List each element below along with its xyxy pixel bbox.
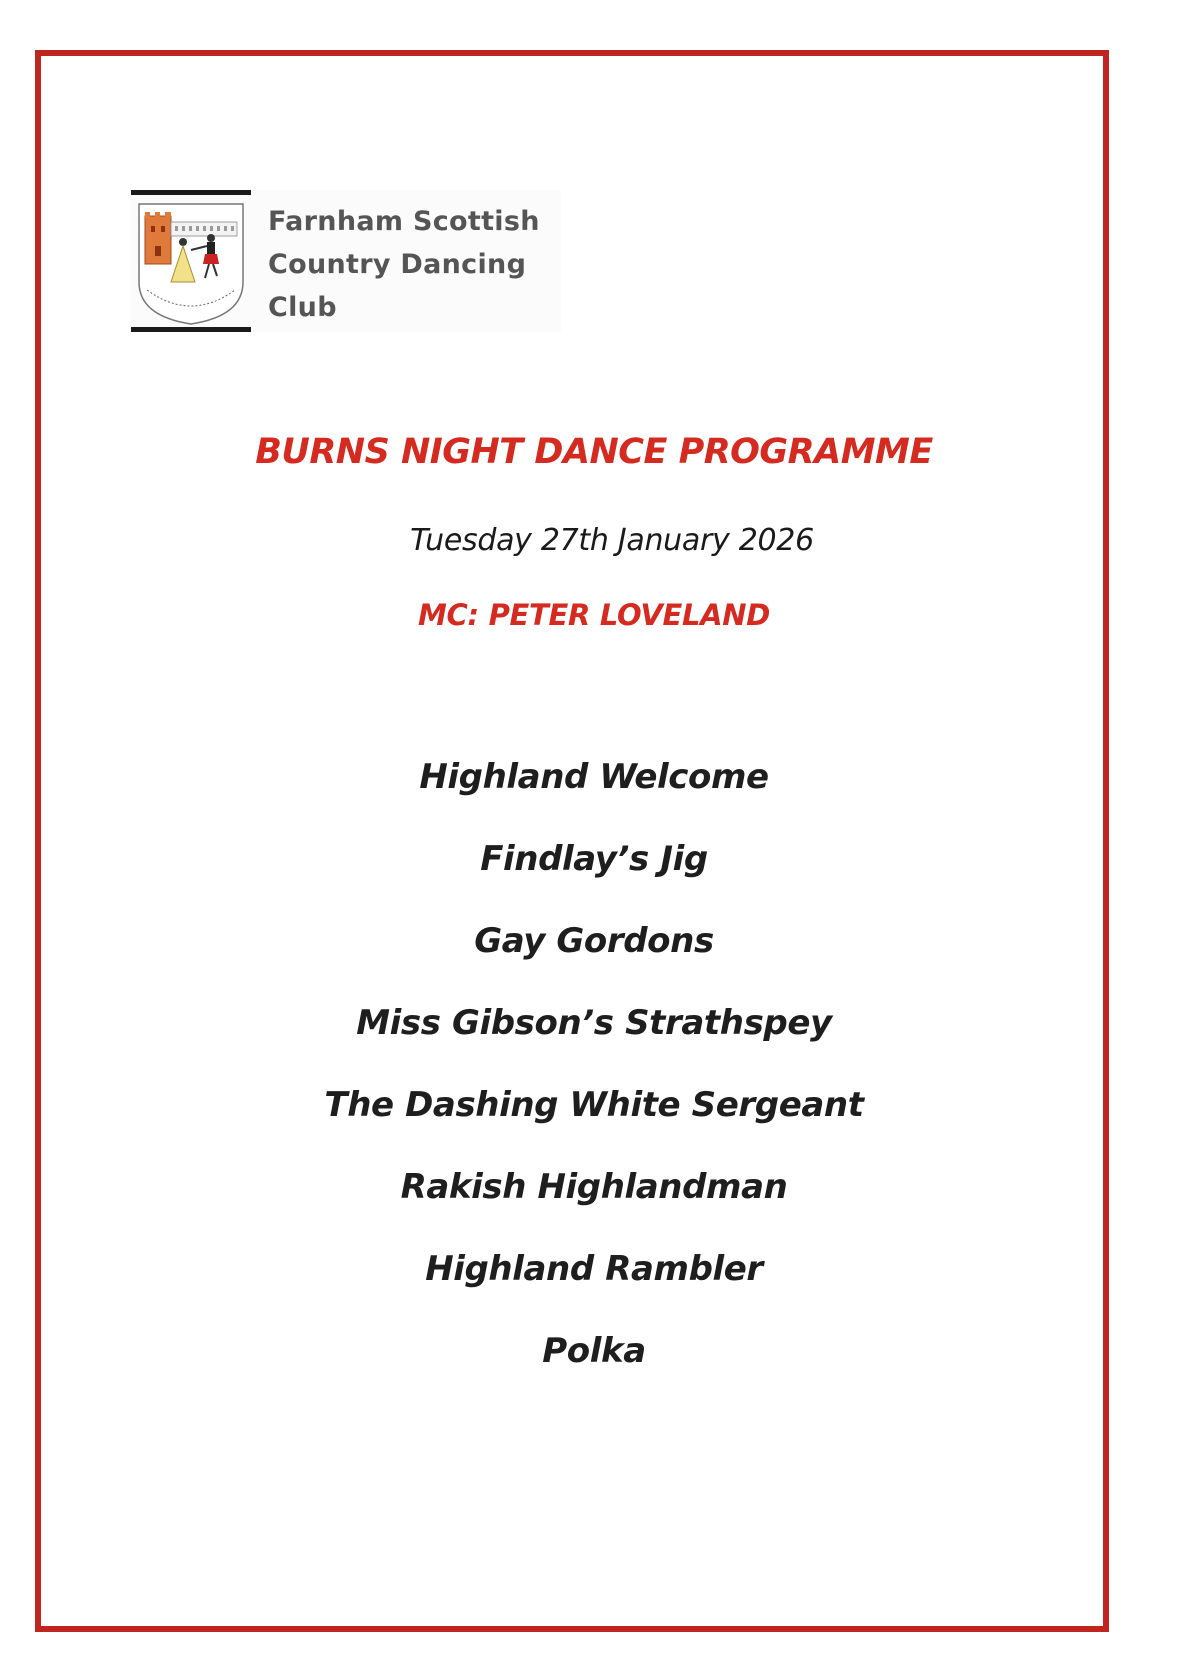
programme-date: Tuesday 27th January 2026 — [410, 523, 814, 558]
dance-item: Miss Gibson’s Strathspey — [356, 1003, 832, 1043]
programme-title: BURNS NIGHT DANCE PROGRAMME — [255, 432, 933, 472]
club-crest-logo — [131, 190, 251, 332]
dance-list — [0, 752, 1188, 1408]
dance-item: Highland Rambler — [425, 1249, 763, 1289]
programme-mc: MC: PETER LOVELAND — [417, 598, 771, 632]
dance-item: Rakish Highlandman — [400, 1167, 788, 1207]
dance-item: Gay Gordons — [474, 921, 714, 961]
club-name-line-2: Country Dancing — [268, 249, 527, 280]
club-name-line-3: Club — [268, 292, 337, 323]
dance-item: Polka — [542, 1331, 646, 1371]
club-logo-block — [131, 190, 561, 332]
dance-item: Findlay’s Jig — [480, 839, 708, 879]
club-name-line-1: Farnham Scottish — [268, 206, 540, 237]
dance-item: Highland Welcome — [419, 757, 769, 797]
dance-item: The Dashing White Sergeant — [324, 1085, 864, 1125]
club-name — [268, 200, 558, 329]
